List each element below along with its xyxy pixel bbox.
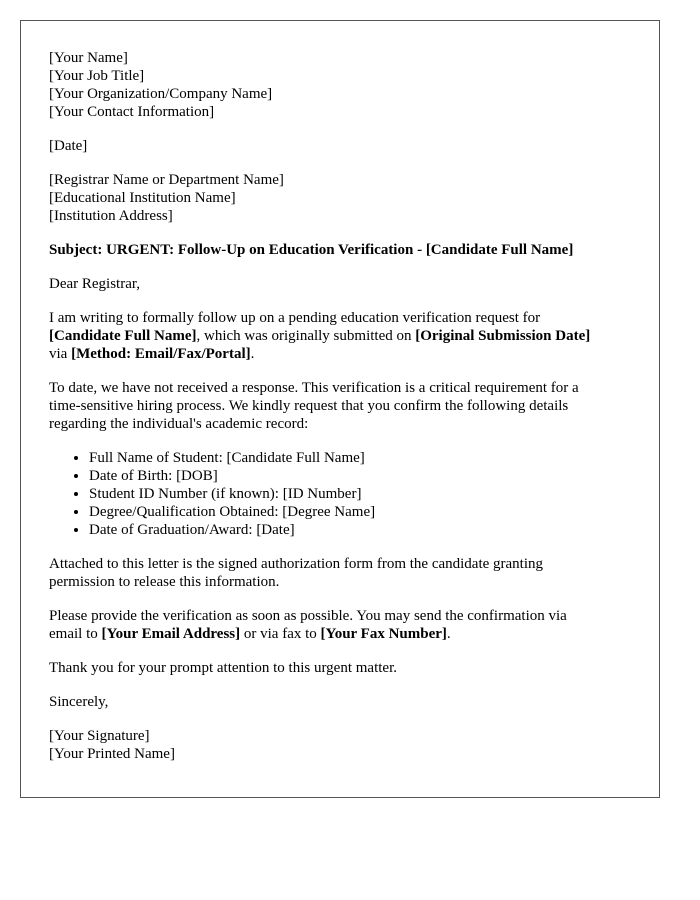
para3-line2: permission to release this information. <box>49 574 280 590</box>
sender-block <box>49 49 639 121</box>
recipient-institution: [Educational Institution Name] <box>49 190 236 206</box>
para1-text4: . <box>250 346 255 362</box>
para2-line1: To date, we have not received a response. This verification is a critical requirement for a <box>49 380 579 396</box>
para1-line3 <box>49 345 639 363</box>
para4-text2: email to <box>49 626 102 642</box>
sender-job-title: [Your Job Title] <box>49 68 145 84</box>
method-field: [Method: Email/Fax/Portal] <box>71 346 251 362</box>
paragraph-status <box>49 379 639 433</box>
paragraph-contact <box>49 607 639 643</box>
letter-body <box>49 49 639 763</box>
recipient-address: [Institution Address] <box>49 208 173 224</box>
printed-name: [Your Printed Name] <box>49 746 175 762</box>
signature-line: [Your Signature] <box>49 728 150 744</box>
letter-date: [Date] <box>49 138 88 154</box>
para4-line1: Please provide the verification as soon as possible. You may send the confirmation via <box>49 608 567 624</box>
para1-line2 <box>49 327 639 345</box>
details-list <box>49 449 639 539</box>
para2-line3: regarding the individual's academic record: <box>49 416 309 432</box>
sender-contact: [Your Contact Information] <box>49 104 215 120</box>
para3-line1: Attached to this letter is the signed authorization form from the candidate granting <box>49 556 544 572</box>
para1-text2: , which was originally submitted on <box>196 328 416 344</box>
subject-text: Subject: URGENT: Follow-Up on Education Verification - [Candidate Full Name] <box>49 242 574 258</box>
list-item: • Degree/Qualification Obtained: [Degree Name] <box>89 503 639 521</box>
sender-organization: [Your Organization/Company Name] <box>49 86 273 102</box>
para1-line1: I am writing to formally follow up on a pending education verification request for <box>49 310 541 326</box>
closing: Sincerely, <box>49 694 109 710</box>
list-item: • Student ID Number (if known): [ID Number] <box>89 485 639 503</box>
fax-field: [Your Fax Number] <box>320 626 447 642</box>
para4-text3: or via fax to <box>240 626 321 642</box>
list-item: • Date of Graduation/Award: [Date] <box>89 521 639 539</box>
para2-line2: time-sensitive hiring process. We kindly request that you confirm the following details <box>49 398 569 414</box>
paragraph-request <box>49 309 639 363</box>
subject-line <box>49 241 639 259</box>
recipient-block <box>49 171 639 225</box>
recipient-name: [Registrar Name or Department Name] <box>49 172 284 188</box>
para4-line2 <box>49 625 639 643</box>
candidate-name-field: [Candidate Full Name] <box>49 328 197 344</box>
email-field: [Your Email Address] <box>101 626 241 642</box>
sender-name: [Your Name] <box>49 50 128 66</box>
list-item: • Date of Birth: [DOB] <box>89 467 639 485</box>
para4-text4: . <box>446 626 451 642</box>
signature-block <box>49 727 639 763</box>
para1-text3: via <box>49 346 72 362</box>
paragraph-attachment <box>49 555 639 591</box>
list-item: • Full Name of Student: [Candidate Full Name] <box>89 449 639 467</box>
salutation: Dear Registrar, <box>49 276 141 292</box>
submission-date-field: [Original Submission Date] <box>415 328 591 344</box>
paragraph-thanks: Thank you for your prompt attention to this urgent matter. <box>49 660 397 676</box>
